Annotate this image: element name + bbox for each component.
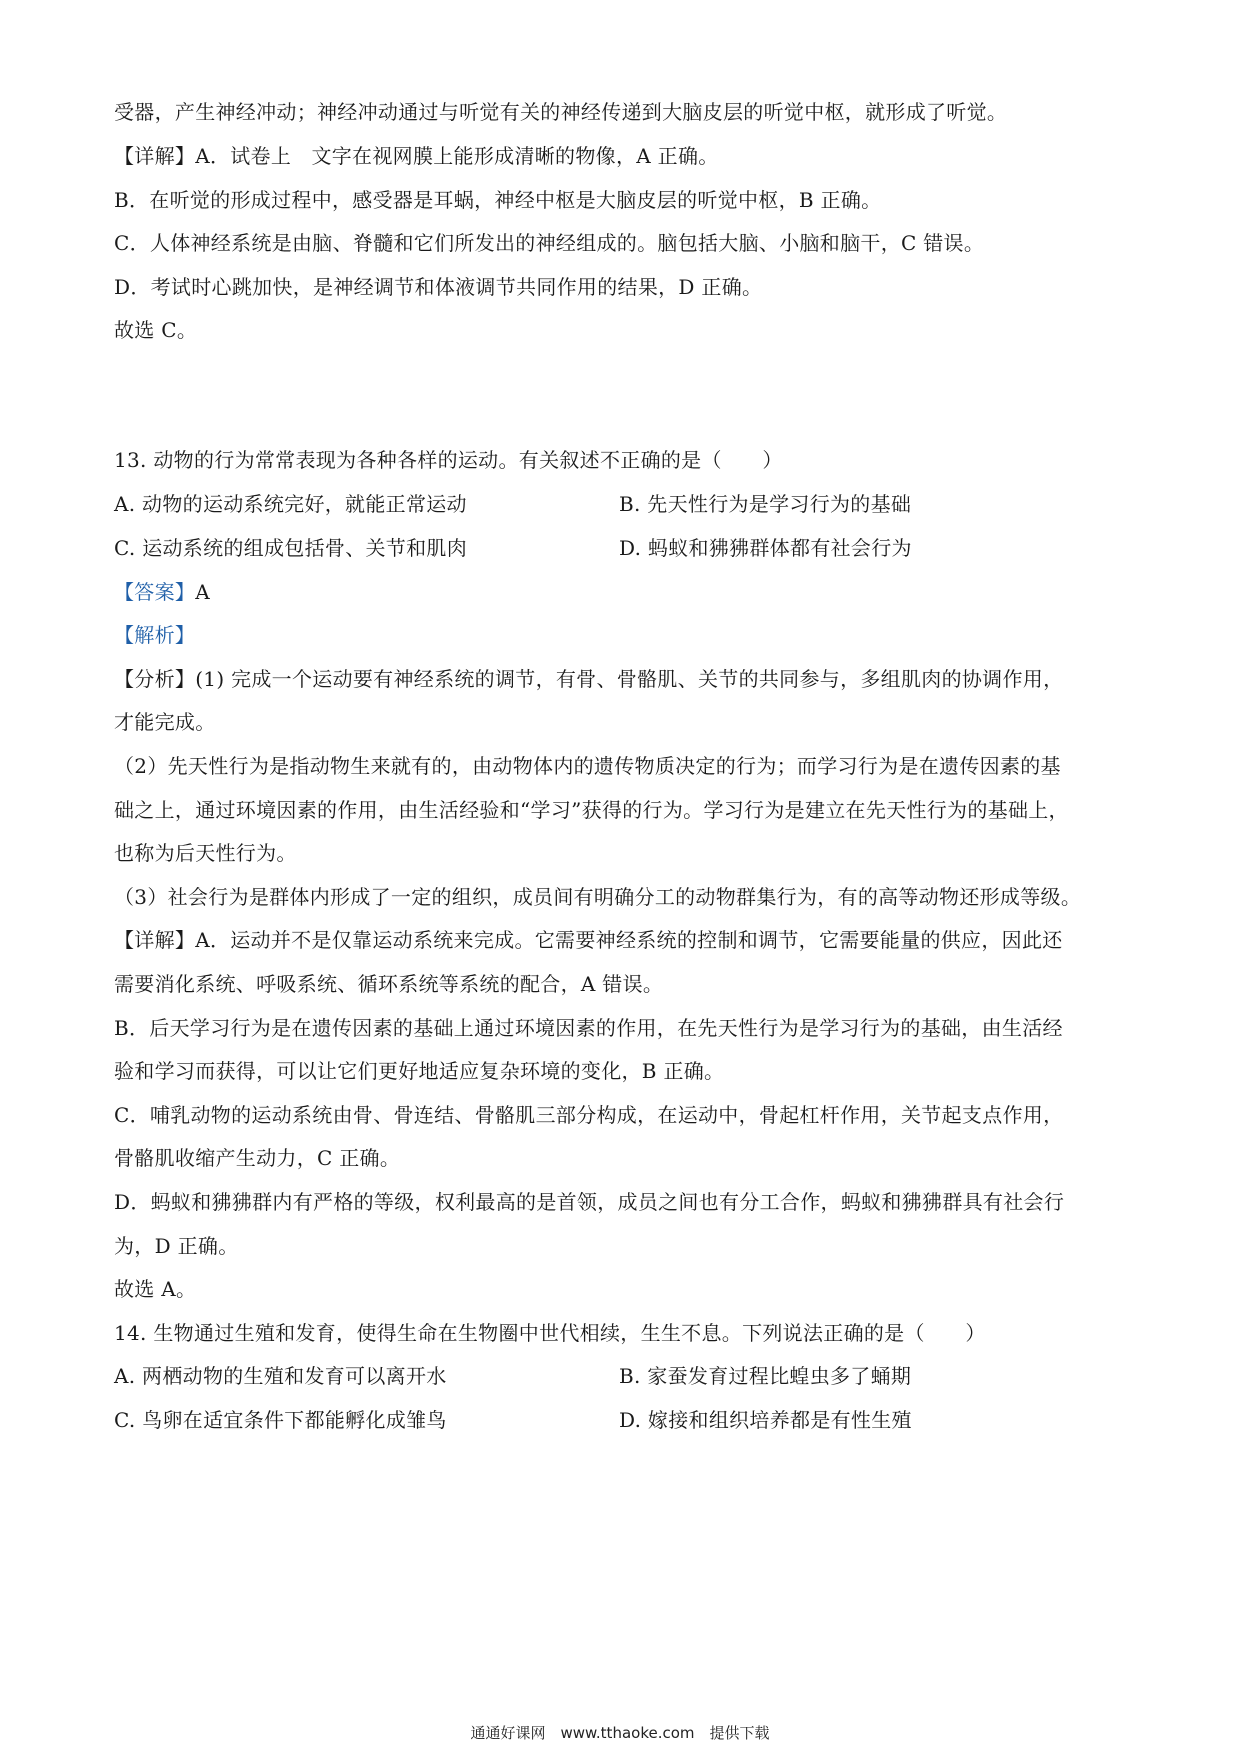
explanation-line: 【详解】A．运动并不是仅靠运动系统来完成。它需要神经系统的控制和调节，它需要能量的供应，因此还 bbox=[114, 928, 1063, 952]
explanation-line: 也称为后天性行为。 bbox=[114, 841, 297, 865]
explanation-line: （2）先天性行为是指动物生来就有的，由动物体内的遗传物质决定的行为；而学习行为是在遗传因素的基 bbox=[114, 754, 1061, 778]
explanation-line: 骨骼肌收缩产生动力，C 正确。 bbox=[114, 1146, 401, 1170]
explanation-line: D．蚂蚁和狒狒群内有严格的等级，权利最高的是首领，成员之间也有分工合作，蚂蚁和狒狒群具有社会行 bbox=[114, 1190, 1065, 1214]
explanation-line: 才能完成。 bbox=[114, 710, 216, 734]
option-d: D. 蚂蚁和狒狒群体都有社会行为 bbox=[619, 536, 912, 560]
answer-value: A bbox=[195, 580, 210, 604]
explanation-line: 【分析】(1) 完成一个运动要有神经系统的调节，有骨、骨骼肌、关节的共同参与，多组肌肉的协调作用， bbox=[114, 667, 1064, 691]
option-d: D. 嫁接和组织培养都是有性生殖 bbox=[619, 1408, 912, 1432]
text-line: 受器，产生神经冲动；神经冲动通过与听觉有关的神经传递到大脑皮层的听觉中枢，就形成了听觉。 bbox=[114, 100, 1008, 124]
explanation-line: （3）社会行为是群体内形成了一定的组织，成员间有明确分工的动物群集行为，有的高等动物还形成等级。 bbox=[114, 885, 1082, 909]
option-b: B. 家蚕发育过程比蝗虫多了蛹期 bbox=[619, 1364, 912, 1388]
option-b: B. 先天性行为是学习行为的基础 bbox=[619, 492, 912, 516]
text-line: 故选 C。 bbox=[114, 318, 198, 342]
option-c: C. 运动系统的组成包括骨、关节和肌肉 bbox=[114, 536, 468, 560]
answer-tag: 【答案】 bbox=[114, 580, 196, 604]
option-c: C. 鸟卵在适宜条件下都能孵化成雏鸟 bbox=[114, 1408, 447, 1432]
explanation-line: 验和学习而获得，可以让它们更好地适应复杂环境的变化，B 正确。 bbox=[114, 1059, 725, 1083]
text-line: 【详解】A．试卷上 文字在视网膜上能形成清晰的物像，A 正确。 bbox=[114, 144, 719, 168]
explanation-line: 故选 A。 bbox=[114, 1277, 197, 1301]
question-14-stem: 14. 生物通过生殖和发育，使得生命在生物圈中世代相续，生生不息。下列说法正确的是（ ） bbox=[114, 1321, 986, 1345]
question-13-options-row-1 bbox=[114, 490, 1134, 518]
explanation-line: C．哺乳动物的运动系统由骨、骨连结、骨骼肌三部分构成，在运动中，骨起杠杆作用，关节起支点作用， bbox=[114, 1103, 1064, 1127]
text-line: D．考试时心跳加快，是神经调节和体液调节共同作用的结果，D 正确。 bbox=[114, 275, 763, 299]
question-14-options-row-2 bbox=[114, 1406, 1134, 1434]
explanation-line: 需要消化系统、呼吸系统、循环系统等系统的配合，A 错误。 bbox=[114, 972, 664, 996]
page-footer: 通通好课网 www.tthaoke.com 提供下载 bbox=[470, 1724, 770, 1742]
answer-line bbox=[114, 578, 1134, 606]
option-a: A. 动物的运动系统完好，就能正常运动 bbox=[114, 492, 467, 516]
explanation-line: 为，D 正确。 bbox=[114, 1234, 239, 1258]
question-13-options-row-2 bbox=[114, 534, 1134, 562]
analysis-tag: 【解析】 bbox=[114, 623, 196, 647]
question-13-stem: 13. 动物的行为常常表现为各种各样的运动。有关叙述不正确的是（ ） bbox=[114, 448, 783, 472]
question-14-options-row-1 bbox=[114, 1362, 1134, 1390]
option-a: A. 两栖动物的生殖和发育可以离开水 bbox=[114, 1364, 447, 1388]
text-line: B．在听觉的形成过程中，感受器是耳蜗，神经中枢是大脑皮层的听觉中枢，B 正确。 bbox=[114, 188, 882, 212]
text-line: C．人体神经系统是由脑、脊髓和它们所发出的神经组成的。脑包括大脑、小脑和脑干，C 错误。 bbox=[114, 231, 985, 255]
explanation-line: B．后天学习行为是在遗传因素的基础上通过环境因素的作用，在先天性行为是学习行为的基础，由生活经 bbox=[114, 1016, 1063, 1040]
explanation-line: 础之上，通过环境因素的作用，由生活经验和“学习”获得的行为。学习行为是建立在先天性行为的基础上， bbox=[114, 798, 1069, 822]
